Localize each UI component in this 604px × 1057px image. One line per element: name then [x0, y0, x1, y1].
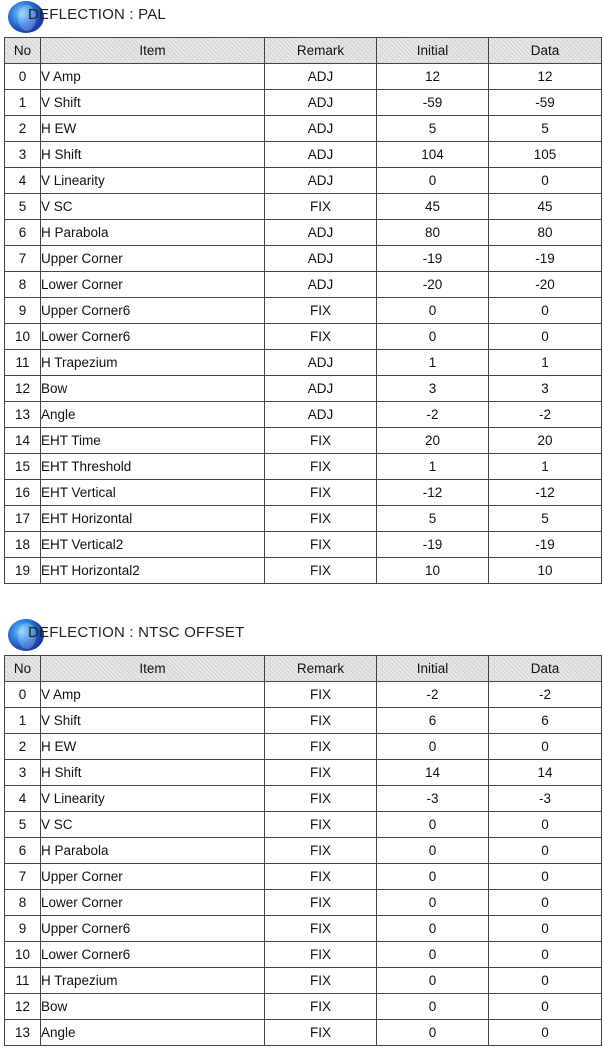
- table-row: [5, 64, 602, 90]
- cell-initial: 3: [377, 376, 489, 402]
- table-row: [5, 708, 602, 734]
- cell-item: H Trapezium: [41, 350, 265, 376]
- cell-remark: FIX: [265, 864, 377, 890]
- cell-item: H EW: [41, 734, 265, 760]
- cell-initial: 0: [377, 812, 489, 838]
- cell-remark: FIX: [265, 994, 377, 1020]
- cell-no: 0: [5, 682, 41, 708]
- cell-data: 0: [489, 968, 602, 994]
- cell-no: 5: [5, 812, 41, 838]
- cell-data: -20: [489, 272, 602, 298]
- cell-item: V Amp: [41, 682, 265, 708]
- column-header-data: Data: [489, 38, 602, 64]
- table-row: [5, 760, 602, 786]
- cell-data: 0: [489, 942, 602, 968]
- cell-item: H Shift: [41, 760, 265, 786]
- cell-data: 0: [489, 994, 602, 1020]
- cell-no: 3: [5, 142, 41, 168]
- table-row: [5, 812, 602, 838]
- cell-initial: 0: [377, 734, 489, 760]
- table-row: [5, 838, 602, 864]
- cell-item: Lower Corner: [41, 890, 265, 916]
- cell-initial: -19: [377, 532, 489, 558]
- table-row: [5, 454, 602, 480]
- cell-item: EHT Horizontal: [41, 506, 265, 532]
- cell-no: 7: [5, 864, 41, 890]
- cell-item: H Shift: [41, 142, 265, 168]
- cell-no: 9: [5, 916, 41, 942]
- cell-initial: 80: [377, 220, 489, 246]
- cell-data: -12: [489, 480, 602, 506]
- cell-data: 0: [489, 324, 602, 350]
- cell-remark: FIX: [265, 324, 377, 350]
- cell-remark: ADJ: [265, 90, 377, 116]
- cell-remark: ADJ: [265, 376, 377, 402]
- cell-no: 0: [5, 64, 41, 90]
- cell-remark: FIX: [265, 558, 377, 584]
- cell-initial: 0: [377, 168, 489, 194]
- table-header-row: [5, 38, 602, 64]
- cell-initial: -3: [377, 786, 489, 812]
- cell-initial: 5: [377, 116, 489, 142]
- cell-initial: 0: [377, 298, 489, 324]
- table-row: [5, 402, 602, 428]
- table-row: [5, 298, 602, 324]
- column-header-item: Item: [41, 656, 265, 682]
- cell-no: 9: [5, 298, 41, 324]
- cell-item: H Parabola: [41, 838, 265, 864]
- cell-data: 45: [489, 194, 602, 220]
- cell-data: 6: [489, 708, 602, 734]
- table-row: [5, 142, 602, 168]
- cell-data: 0: [489, 812, 602, 838]
- cell-data: 1: [489, 454, 602, 480]
- table-row: [5, 480, 602, 506]
- cell-no: 1: [5, 708, 41, 734]
- cell-remark: FIX: [265, 916, 377, 942]
- cell-item: Lower Corner: [41, 272, 265, 298]
- table-row: [5, 916, 602, 942]
- cell-item: Angle: [41, 1020, 265, 1046]
- table-row: [5, 220, 602, 246]
- cell-data: -2: [489, 402, 602, 428]
- cell-remark: FIX: [265, 194, 377, 220]
- cell-item: V Amp: [41, 64, 265, 90]
- cell-initial: -2: [377, 682, 489, 708]
- column-header-no: No: [5, 656, 41, 682]
- cell-no: 4: [5, 786, 41, 812]
- cell-data: 10: [489, 558, 602, 584]
- cell-item: H EW: [41, 116, 265, 142]
- cell-data: -3: [489, 786, 602, 812]
- table-row: [5, 116, 602, 142]
- cell-initial: 0: [377, 968, 489, 994]
- cell-remark: ADJ: [265, 142, 377, 168]
- table-header-row: [5, 656, 602, 682]
- cell-item: V Shift: [41, 708, 265, 734]
- cell-data: 12: [489, 64, 602, 90]
- cell-no: 6: [5, 220, 41, 246]
- cell-item: Bow: [41, 376, 265, 402]
- cell-item: EHT Vertical2: [41, 532, 265, 558]
- cell-initial: -20: [377, 272, 489, 298]
- cell-remark: ADJ: [265, 168, 377, 194]
- cell-no: 10: [5, 942, 41, 968]
- cell-data: 0: [489, 916, 602, 942]
- cell-data: 0: [489, 298, 602, 324]
- table-row: [5, 90, 602, 116]
- cell-remark: FIX: [265, 1020, 377, 1046]
- table-row: [5, 376, 602, 402]
- column-header-data: Data: [489, 656, 602, 682]
- cell-no: 11: [5, 350, 41, 376]
- cell-item: Upper Corner6: [41, 916, 265, 942]
- cell-data: 5: [489, 116, 602, 142]
- table-row: [5, 942, 602, 968]
- cell-remark: FIX: [265, 760, 377, 786]
- table-row: [5, 168, 602, 194]
- cell-no: 14: [5, 428, 41, 454]
- column-header-no: No: [5, 38, 41, 64]
- cell-data: 0: [489, 890, 602, 916]
- cell-initial: 10: [377, 558, 489, 584]
- cell-item: H Parabola: [41, 220, 265, 246]
- cell-item: EHT Horizontal2: [41, 558, 265, 584]
- cell-remark: FIX: [265, 708, 377, 734]
- cell-initial: 104: [377, 142, 489, 168]
- cell-remark: ADJ: [265, 402, 377, 428]
- ntsc-offset-table: [4, 655, 602, 1046]
- table-row: [5, 324, 602, 350]
- table-row: [5, 786, 602, 812]
- section-title: DEFLECTION : NTSC OFFSET: [28, 624, 245, 641]
- cell-initial: 0: [377, 864, 489, 890]
- cell-no: 2: [5, 116, 41, 142]
- cell-initial: 6: [377, 708, 489, 734]
- cell-no: 7: [5, 246, 41, 272]
- table-row: [5, 506, 602, 532]
- cell-remark: FIX: [265, 532, 377, 558]
- column-header-item: Item: [41, 38, 265, 64]
- table-row: [5, 194, 602, 220]
- cell-no: 2: [5, 734, 41, 760]
- pal-table: [4, 37, 602, 584]
- cell-initial: 14: [377, 760, 489, 786]
- table-row: [5, 994, 602, 1020]
- cell-item: V SC: [41, 812, 265, 838]
- cell-initial: 0: [377, 916, 489, 942]
- cell-item: EHT Threshold: [41, 454, 265, 480]
- column-header-initial: Initial: [377, 656, 489, 682]
- cell-initial: 5: [377, 506, 489, 532]
- cell-item: Upper Corner6: [41, 298, 265, 324]
- cell-data: -2: [489, 682, 602, 708]
- column-header-remark: Remark: [265, 656, 377, 682]
- cell-initial: 20: [377, 428, 489, 454]
- cell-no: 12: [5, 994, 41, 1020]
- table-row: [5, 272, 602, 298]
- cell-no: 3: [5, 760, 41, 786]
- cell-remark: FIX: [265, 812, 377, 838]
- cell-item: Upper Corner: [41, 246, 265, 272]
- table-row: [5, 246, 602, 272]
- cell-no: 15: [5, 454, 41, 480]
- cell-item: Lower Corner6: [41, 324, 265, 350]
- cell-initial: 0: [377, 994, 489, 1020]
- cell-remark: ADJ: [265, 272, 377, 298]
- table-row: [5, 890, 602, 916]
- cell-data: 20: [489, 428, 602, 454]
- cell-initial: 0: [377, 1020, 489, 1046]
- cell-data: 14: [489, 760, 602, 786]
- cell-data: 105: [489, 142, 602, 168]
- cell-remark: ADJ: [265, 64, 377, 90]
- cell-initial: -19: [377, 246, 489, 272]
- cell-data: 3: [489, 376, 602, 402]
- table-row: [5, 968, 602, 994]
- cell-no: 13: [5, 402, 41, 428]
- cell-no: 13: [5, 1020, 41, 1046]
- cell-remark: FIX: [265, 298, 377, 324]
- table-row: [5, 350, 602, 376]
- cell-item: V Linearity: [41, 168, 265, 194]
- cell-no: 11: [5, 968, 41, 994]
- cell-no: 8: [5, 272, 41, 298]
- table-row: [5, 428, 602, 454]
- cell-data: 0: [489, 838, 602, 864]
- table-row: [5, 734, 602, 760]
- cell-data: 0: [489, 864, 602, 890]
- cell-initial: 1: [377, 454, 489, 480]
- cell-remark: FIX: [265, 734, 377, 760]
- cell-no: 10: [5, 324, 41, 350]
- cell-remark: FIX: [265, 786, 377, 812]
- cell-initial: -2: [377, 402, 489, 428]
- cell-remark: FIX: [265, 428, 377, 454]
- cell-initial: 0: [377, 324, 489, 350]
- cell-data: 0: [489, 1020, 602, 1046]
- cell-remark: FIX: [265, 506, 377, 532]
- cell-data: 1: [489, 350, 602, 376]
- table-row: [5, 532, 602, 558]
- column-header-initial: Initial: [377, 38, 489, 64]
- cell-initial: 12: [377, 64, 489, 90]
- cell-remark: ADJ: [265, 350, 377, 376]
- cell-data: -19: [489, 246, 602, 272]
- column-header-remark: Remark: [265, 38, 377, 64]
- cell-item: Upper Corner: [41, 864, 265, 890]
- cell-data: -59: [489, 90, 602, 116]
- cell-no: 19: [5, 558, 41, 584]
- table-row: [5, 864, 602, 890]
- cell-item: Lower Corner6: [41, 942, 265, 968]
- cell-remark: FIX: [265, 890, 377, 916]
- section-heading: [0, 618, 604, 654]
- cell-no: 8: [5, 890, 41, 916]
- cell-remark: FIX: [265, 968, 377, 994]
- cell-no: 5: [5, 194, 41, 220]
- cell-data: -19: [489, 532, 602, 558]
- cell-remark: ADJ: [265, 116, 377, 142]
- cell-remark: FIX: [265, 454, 377, 480]
- cell-no: 1: [5, 90, 41, 116]
- cell-item: EHT Vertical: [41, 480, 265, 506]
- section-title: DEFLECTION : PAL: [28, 6, 166, 23]
- table-row: [5, 558, 602, 584]
- cell-remark: ADJ: [265, 246, 377, 272]
- cell-item: V Linearity: [41, 786, 265, 812]
- cell-remark: FIX: [265, 682, 377, 708]
- cell-remark: FIX: [265, 942, 377, 968]
- cell-initial: -12: [377, 480, 489, 506]
- cell-no: 17: [5, 506, 41, 532]
- cell-data: 0: [489, 734, 602, 760]
- cell-no: 18: [5, 532, 41, 558]
- section-deflection-ntsc-offset: [0, 618, 604, 1040]
- table-row: [5, 682, 602, 708]
- cell-item: Bow: [41, 994, 265, 1020]
- cell-initial: 45: [377, 194, 489, 220]
- cell-no: 4: [5, 168, 41, 194]
- section-heading: [0, 0, 604, 36]
- cell-initial: 0: [377, 838, 489, 864]
- cell-no: 16: [5, 480, 41, 506]
- cell-no: 12: [5, 376, 41, 402]
- cell-item: Angle: [41, 402, 265, 428]
- cell-item: V SC: [41, 194, 265, 220]
- cell-initial: -59: [377, 90, 489, 116]
- cell-data: 0: [489, 168, 602, 194]
- cell-initial: 0: [377, 890, 489, 916]
- cell-no: 6: [5, 838, 41, 864]
- cell-remark: FIX: [265, 838, 377, 864]
- cell-remark: FIX: [265, 480, 377, 506]
- cell-item: EHT Time: [41, 428, 265, 454]
- cell-data: 5: [489, 506, 602, 532]
- cell-initial: 1: [377, 350, 489, 376]
- cell-data: 80: [489, 220, 602, 246]
- cell-item: H Trapezium: [41, 968, 265, 994]
- cell-initial: 0: [377, 942, 489, 968]
- table-row: [5, 1020, 602, 1046]
- cell-remark: ADJ: [265, 220, 377, 246]
- cell-item: V Shift: [41, 90, 265, 116]
